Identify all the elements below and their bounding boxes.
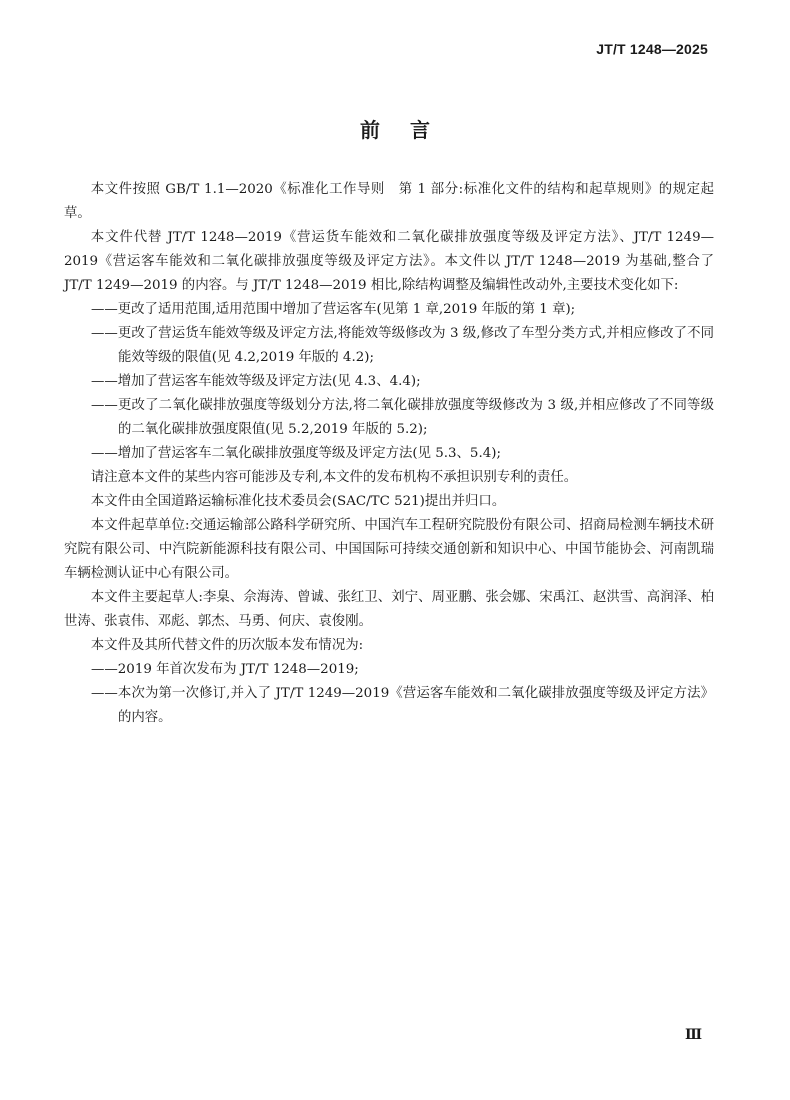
change-item: ——增加了营运客车能效等级及评定方法(见 4.3、4.4); — [91, 374, 421, 389]
change-item: ——更改了适用范围,适用范围中增加了营运客车(见第 1 章,2019 年版的第 1 章); — [91, 302, 576, 317]
paragraph-proposer: 本文件由全国道路运输标准化技术委员会(SAC/TC 521)提出并归口。 — [90, 494, 506, 509]
paragraph-history-intro: 本文件及其所代替文件的历次版本发布情况为: — [90, 638, 364, 653]
change-item: ——更改了二氧化碳排放强度等级划分方法,将二氧化碳排放强度等级修改为 3 级,并相应修改了不同等级的二氧化碳排放强度限值(见 5.2,2019 年版的 5.2); — [91, 398, 714, 437]
change-item: ——更改了营运货车能效等级及评定方法,将能效等级修改为 3 级,修改了车型分类方式,并相应修改了不同能效等级的限值(见 4.2,2019 年版的 4.2); — [91, 326, 714, 365]
paragraph-drafters: 本文件主要起草人:李臬、佘海涛、曾诚、张红卫、刘宁、周亚鹏、张会娜、宋禹江、赵洪雪、高润泽、柏世涛、张袁伟、邓彪、郭杰、马勇、何庆、袁俊刚。 — [64, 590, 714, 629]
paragraph-replacement: 本文件代替 JT/T 1248—2019《营运货车能效和二氧化碳排放强度等级及评定方法》、JT/T 1249—2019《营运客车能效和二氧化碳排放强度等级及评定方法》。本文件以 JT/T 1248—2019 为基础,整合了 JT/T 1249—2019 的内容。与 JT/T 1248—2019 相比,除结构调整及编辑性改动外,主要技术变化如下: — [64, 230, 714, 293]
paragraph-drafting-units: 本文件起草单位:交通运输部公路科学研究所、中国汽车工程研究院股份有限公司、招商局检测车辆技术研究院有限公司、中汽院新能源科技有限公司、中国国际可持续交通创新和知识中心、中国节能协会、河南凯瑞车辆检测认证中心有限公司。 — [64, 518, 714, 581]
foreword-body — [64, 178, 714, 730]
paragraph-drafting-rules: 本文件按照 GB/T 1.1—2020《标准化工作导则 第 1 部分:标准化文件的结构和起草规则》的规定起草。 — [64, 182, 714, 221]
change-item: ——增加了营运客车二氧化碳排放强度等级及评定方法(见 5.3、5.4); — [91, 446, 501, 461]
standard-number: JT/T 1248—2025 — [596, 41, 708, 57]
paragraph-patent-notice: 请注意本文件的某些内容可能涉及专利,本文件的发布机构不承担识别专利的责任。 — [90, 470, 578, 485]
history-item: ——2019 年首次发布为 JT/T 1248—2019; — [91, 662, 359, 677]
page-number: Ⅲ — [684, 1027, 702, 1043]
history-item: ——本次为第一次修订,并入了 JT/T 1249—2019《营运客车能效和二氧化碳排放强度等级及评定方法》的内容。 — [91, 686, 714, 725]
page-title: 前言 — [360, 118, 460, 142]
